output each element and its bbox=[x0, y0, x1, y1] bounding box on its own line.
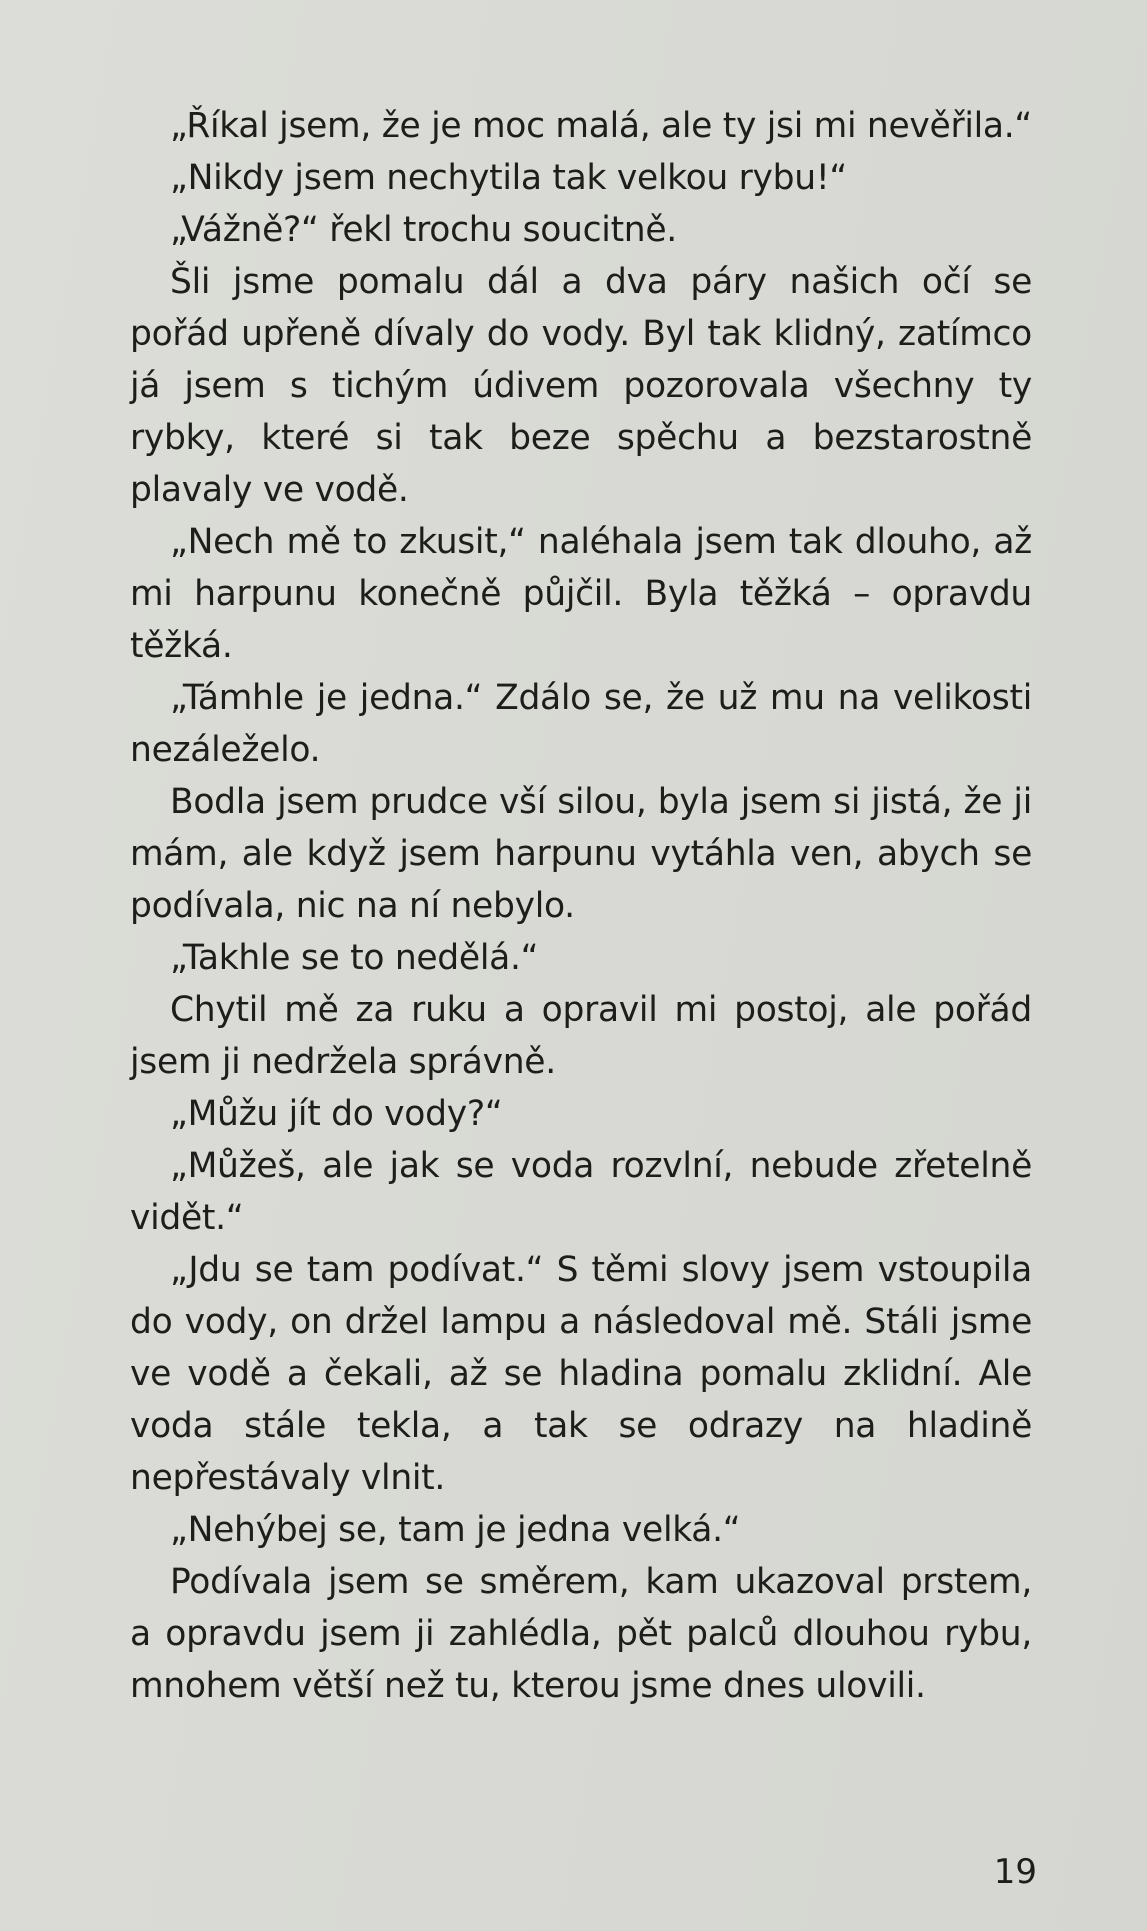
paragraph: „Nech mě to zkusit,“ naléhala jsem tak dlouho, až mi harpunu konečně půjčil. Byla těžká – opravdu těžká. bbox=[130, 522, 1032, 666]
paragraph: Chytil mě za ruku a opravil mi postoj, ale pořád jsem ji nedržela správně. bbox=[130, 990, 1032, 1082]
paragraph: Šli jsme pomalu dál a dva páry našich očí se pořád upřeně dívaly do vody. Byl tak klidný, zatímco já jsem s tichým údivem pozorovala všechny ty rybky, které si tak beze spěchu a bezstarostně plavaly ve vodě. bbox=[130, 262, 1032, 510]
paragraph: „Takhle se to nedělá.“ bbox=[170, 938, 539, 978]
paragraph: Bodla jsem prudce vší silou, byla jsem si jistá, že ji mám, ale když jsem harpunu vytáhla ven, abych se podívala, nic na ní nebylo. bbox=[130, 782, 1032, 926]
paragraph: „Můžu jít do vody?“ bbox=[170, 1094, 503, 1134]
page-number: 19 bbox=[993, 1852, 1037, 1892]
paragraph: „Nehýbej se, tam je jedna velká.“ bbox=[170, 1510, 741, 1550]
paragraph: „Vážně?“ řekl trochu soucitně. bbox=[170, 210, 677, 250]
paragraph: Podívala jsem se směrem, kam ukazoval prstem, a opravdu jsem ji zahlédla, pět palců dlouhou rybu, mnohem větší než tu, kterou jsme dnes ulovili. bbox=[130, 1562, 1032, 1706]
paragraph: „Nikdy jsem nechytila tak velkou rybu!“ bbox=[170, 158, 847, 198]
page-body bbox=[130, 100, 1032, 1712]
paragraph: „Támhle je jedna.“ Zdálo se, že už mu na velikosti nezáleželo. bbox=[130, 678, 1032, 770]
paragraph: „Jdu se tam podívat.“ S těmi slovy jsem vstoupila do vody, on držel lampu a následoval mě. Stáli jsme ve vodě a čekali, až se hladina pomalu zklidní. Ale voda stále tekla, a tak se odrazy na hladině nepřestávaly vlnit. bbox=[130, 1250, 1032, 1498]
paragraph: „Říkal jsem, že je moc malá, ale ty jsi mi nevěřila.“ bbox=[170, 106, 1032, 146]
paragraph: „Můžeš, ale jak se voda rozvlní, nebude zřetelně vidět.“ bbox=[130, 1146, 1032, 1238]
